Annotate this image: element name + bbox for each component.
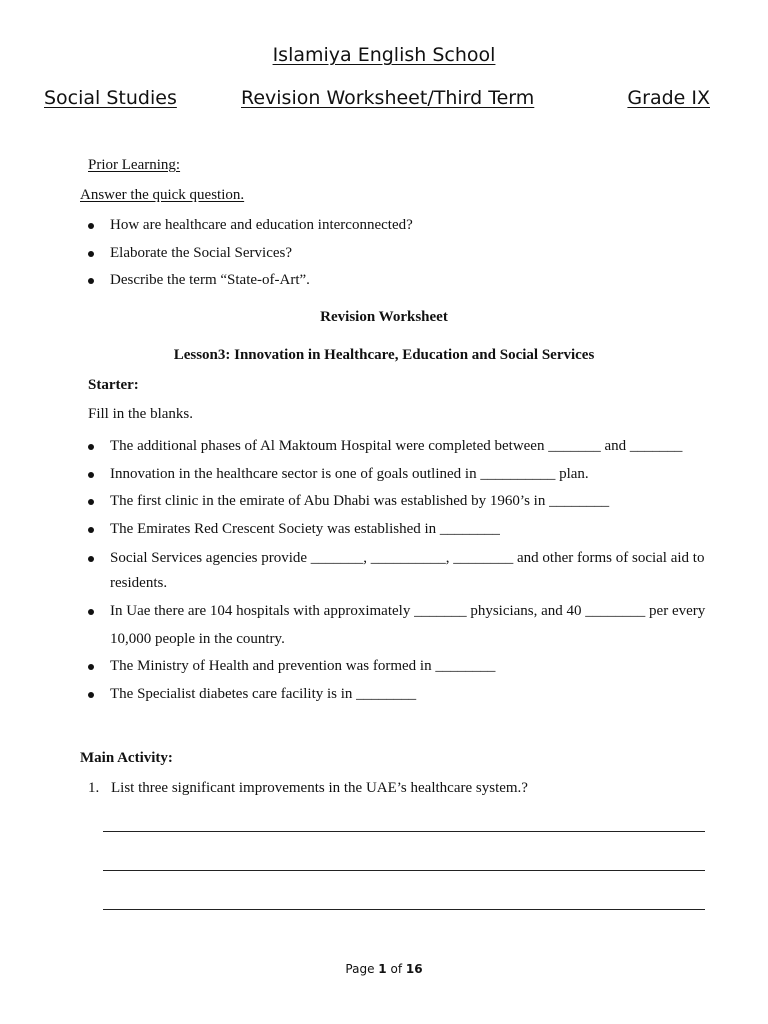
- blank-item: The first clinic in the emirate of Abu Dhabi was established by 1960’s in ________: [110, 493, 610, 509]
- school-name: [0, 44, 768, 66]
- subject-label: Social Studies: [44, 87, 177, 109]
- page-total: 16: [405, 962, 423, 976]
- bullet-icon: [88, 223, 94, 229]
- blank-item: The Ministry of Health and prevention was formed in ________: [110, 658, 496, 674]
- question-text: List three significant improvements in the UAE’s healthcare system.?: [111, 780, 528, 796]
- bullet-icon: [88, 499, 94, 505]
- prior-question: Elaborate the Social Services?: [110, 245, 293, 261]
- page-footer: [0, 962, 768, 976]
- bullet-icon: [88, 664, 94, 670]
- blank-item: Social Services agencies provide _______, __________, ________ and other forms of social aid to: [110, 550, 705, 566]
- revision-heading: Revision Worksheet: [320, 309, 448, 325]
- school-name-text: Islamiya English School: [272, 44, 496, 66]
- bullet-icon: [88, 556, 94, 562]
- page-current: 1: [378, 962, 387, 976]
- bullet-icon: [88, 251, 94, 257]
- answer-line[interactable]: [103, 909, 705, 910]
- prior-question: Describe the term “State-of-Art”.: [110, 272, 310, 288]
- blank-item: The additional phases of Al Maktoum Hospital were completed between _______ and _______: [110, 438, 683, 454]
- page-of: of: [390, 962, 403, 976]
- blank-item-continuation: 10,000 people in the country.: [110, 631, 285, 647]
- question-number: 1.: [88, 780, 100, 796]
- lesson-title: Lesson3: Innovation in Healthcare, Education and Social Services: [173, 347, 595, 363]
- blank-item-continuation: residents.: [110, 575, 168, 591]
- bullet-icon: [88, 472, 94, 478]
- main-activity-heading: Main Activity:: [80, 750, 173, 766]
- answer-line[interactable]: [103, 831, 705, 832]
- bullet-icon: [88, 527, 94, 533]
- prior-learning-instruction: Answer the quick question.: [80, 187, 245, 203]
- answer-line[interactable]: [103, 870, 705, 871]
- worksheet-title: Revision Worksheet/Third Term: [241, 87, 535, 109]
- bullet-icon: [88, 278, 94, 284]
- blank-item: The Specialist diabetes care facility is in ________: [110, 686, 417, 702]
- blank-item: Innovation in the healthcare sector is one of goals outlined in __________ plan.: [110, 466, 589, 482]
- bullet-icon: [88, 444, 94, 450]
- starter-instruction: Fill in the blanks.: [88, 406, 193, 422]
- blank-item: The Emirates Red Crescent Society was established in ________: [110, 521, 500, 537]
- prior-learning-heading: Prior Learning:: [88, 157, 181, 173]
- starter-heading: Starter:: [88, 377, 139, 393]
- bullet-icon: [88, 609, 94, 615]
- page-label: Page: [345, 962, 375, 976]
- grade-label: Grade IX: [627, 87, 710, 109]
- prior-question: How are healthcare and education interconnected?: [110, 217, 413, 233]
- bullet-icon: [88, 692, 94, 698]
- blank-item: In Uae there are 104 hospitals with approximately _______ physicians, and 40 ________ per every: [110, 603, 706, 619]
